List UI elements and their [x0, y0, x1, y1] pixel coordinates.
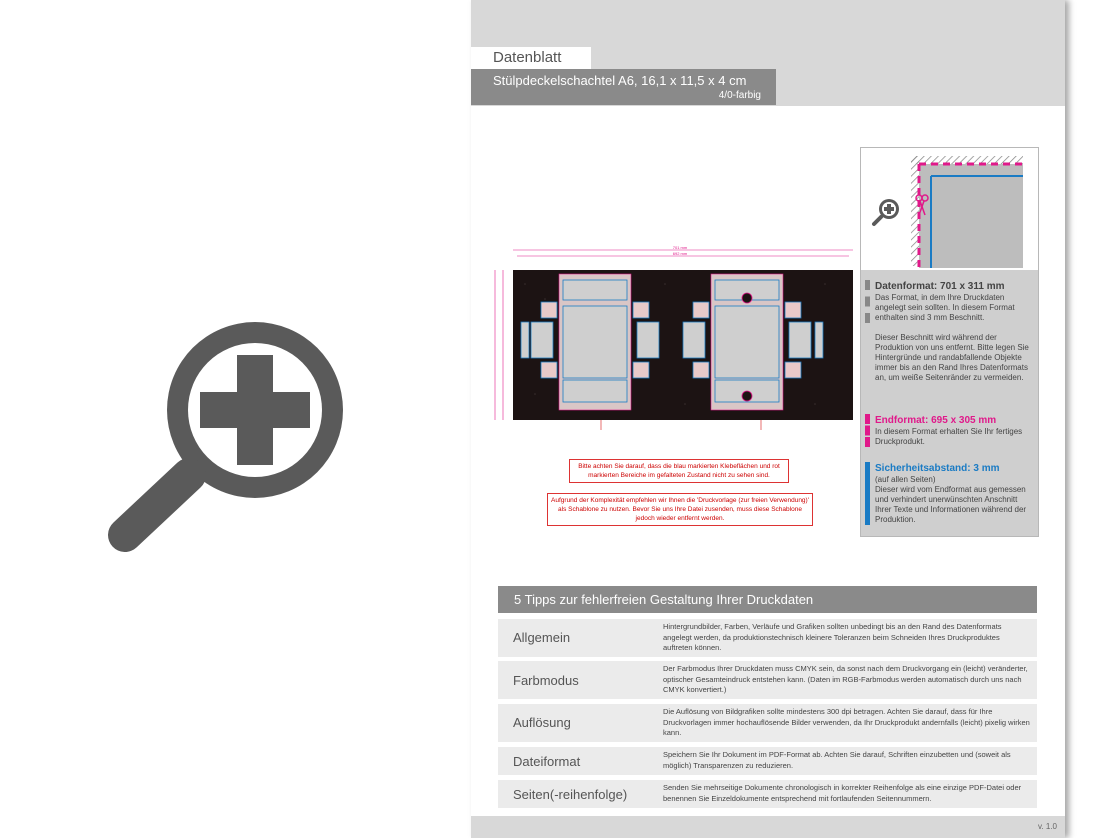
final-format-text: In diesem Format erhalten Sie Ihr fertiges Druckprodukt. [875, 427, 1023, 446]
color-info: 4/0-farbig [718, 90, 761, 101]
tip-label: Allgemein [513, 630, 571, 645]
footer-band [471, 816, 1065, 838]
version-label: v. 1.0 [1038, 822, 1057, 831]
safety-sub: (auf allen Seiten) [875, 475, 936, 484]
dim-total-label: 701 mm [672, 245, 688, 250]
tip-text: Der Farbmodus Ihrer Druckdaten muss CMYK sein, da sonst nach dem Druckvorgang ein (leicht) veränderter, optischer Gesamteindruck entstehen kann. (Daten im RGB-Farbmodus werden automatisch durch uns nach CMYK konvertiert.) [663, 664, 1028, 694]
safety-margin-block [865, 462, 1032, 525]
tip-label: Dateiformat [513, 754, 581, 769]
safety-text: Dieser wird vom Endformat aus gemessen und verhindert unerwünschten Anschnitt Ihrer Texte und Informationen während der Produktion. [875, 485, 1027, 524]
data-format-block [865, 280, 1032, 323]
template-note: Aufgrund der Komplexität empfehlen wir Ihnen die 'Druckvorlage (zur freien Verwendung)' als Schablone zu nutzen. Bevor Sie uns Ihre Datei zusenden, muss diese Schablone jedoch wieder entfernt werden. [547, 493, 813, 526]
final-format-block [865, 414, 1032, 447]
bleed-text: Dieser Beschnitt wird während der Produktion von uns entfernt. Bitte legen Sie Hintergründe und randabfallende Objekte immer bis an den Rand Ihres Datenformats an, um weiße Seitenränder zu vermeiden. [875, 333, 1029, 382]
product-subtitle: Stülpdeckelschachtel A6, 16,1 x 11,5 x 4 cm [493, 73, 747, 88]
tip-row-seiten [498, 780, 1037, 808]
tips-heading: 5 Tipps zur fehlerfreien Gestaltung Ihrer Druckdaten [498, 586, 1037, 613]
data-format-title: Datenformat: 701 x 311 mm [875, 281, 1005, 292]
tip-label: Seiten(-reihenfolge) [513, 787, 628, 802]
page-title: Datenblatt [471, 47, 591, 69]
tip-row-allgemein [498, 619, 1037, 657]
tip-row-farbmodus [498, 661, 1037, 699]
final-format-title: Endformat: 695 x 305 mm [875, 415, 997, 426]
tip-text: Speichern Sie Ihr Dokument im PDF-Format ab. Achten Sie darauf, Schriften einzubetten und (soweit als möglich) Transparenzen zu reduzieren. [663, 750, 1011, 770]
corner-detail [861, 148, 1038, 270]
dim-inner-label: 692 mm [672, 251, 688, 256]
tip-text: Senden Sie mehrseitige Dokumente chronologisch in korrekter Reihenfolge als eine einzige PDF-Datei oder benennen Sie Einzeldokumente entsprechend mit fortlaufenden Seitennummern. [663, 783, 1022, 803]
zoom-in-icon[interactable] [871, 196, 903, 228]
zoom-in-icon[interactable] [105, 295, 365, 555]
tip-row-dateiformat [498, 747, 1037, 775]
data-format-text: Das Format, in dem Ihre Druckdaten angelegt sein sollten. In diesem Format enthalten sind 3 mm Beschnitt. [875, 293, 1015, 322]
scissors-icon [915, 194, 929, 216]
tip-label: Farbmodus [513, 673, 579, 688]
datasheet-page [471, 0, 1065, 838]
tip-row-aufloesung [498, 704, 1037, 742]
tip-text: Die Auflösung von Bildgrafiken sollte mindestens 300 dpi betragen. Achten Sie darauf, dass für Ihre Druckvorlagen immer hochauflösende Bilder verwenden, da Ihr Druckprodukt andernfalls (leicht) pixelig wirken kann. [663, 707, 1030, 737]
safety-title: Sicherheitsabstand: 3 mm [875, 463, 1000, 474]
glue-area-note: Bitte achten Sie darauf, dass die blau markierten Klebeflächen und rot markierten Bereiche im gefalteten Zustand nicht zu sehen sind. [569, 459, 789, 483]
format-info-panel [860, 147, 1039, 537]
subtitle-bar [471, 69, 776, 105]
dieline-drawing [485, 244, 857, 430]
tip-text: Hintergrundbilder, Farben, Verläufe und Grafiken sollten unbedingt bis an den Rand des Datenformats angelegt werden, da produktionstechnisch kleinere Toleranzen beim Schneiden Ihres Druckproduktes auftreten können. [663, 622, 1002, 652]
tip-label: Auflösung [513, 715, 571, 730]
